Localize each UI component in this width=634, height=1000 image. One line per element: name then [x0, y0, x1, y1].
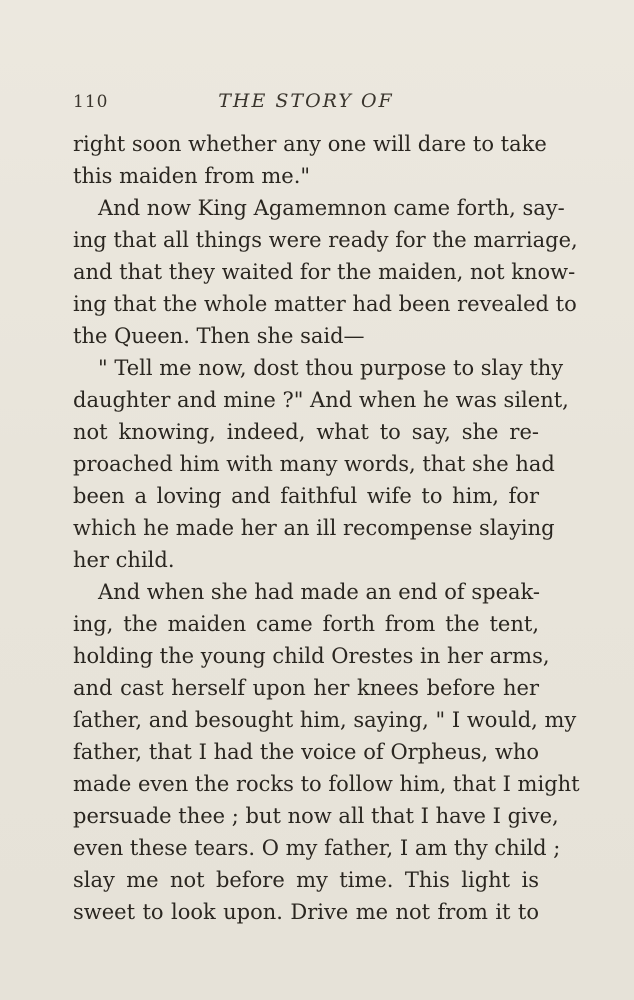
text-line: even these tears. O my father, I am thy child ; [73, 836, 561, 860]
text-line: ing that the whole matter had been revealed to [73, 292, 577, 316]
text-line: And when she had made an end of speak- [98, 580, 540, 604]
text-line: slay me not before my time. This light is [73, 868, 539, 892]
text-line: the Queen. Then she said— [73, 324, 365, 348]
text-line: father, that I had the voice of Orpheus, who [73, 740, 539, 764]
text-line: proached him with many words, that she had [73, 452, 555, 476]
text-line: this maiden from me." [73, 164, 311, 188]
body-text [73, 128, 580, 928]
text-line: right soon whether any one will dare to take [73, 132, 547, 156]
text-line: holding the young child Orestes in her arms, [73, 644, 550, 668]
text-line: daughter and mine ?" And when he was silent, [73, 388, 569, 412]
text-line: been a loving and faithful wife to him, for [73, 484, 539, 508]
page-number: 110 [73, 92, 109, 112]
text-line: persuade thee ; but now all that I have I give, [73, 804, 559, 828]
text-line: made even the rocks to follow him, that I might [73, 772, 580, 796]
text-line: sweet to look upon. Drive me not from it to [73, 900, 539, 924]
page-header [73, 86, 539, 116]
text-line: and cast herself upon her knees before her [73, 676, 539, 700]
text-line: her child. [73, 548, 175, 572]
running-title: THE STORY OF [218, 90, 394, 112]
text-line: ſather, and besought him, saying, " I would, my [73, 708, 577, 732]
text-line: and that they waited for the maiden, not know- [73, 260, 576, 284]
text-line: ing, the maiden came forth from the tent, [73, 612, 539, 636]
text-line: " Tell me now, dost thou purpose to slay thy [98, 356, 564, 380]
text-line: ing that all things were ready for the marriage, [73, 228, 578, 252]
text-line: And now King Agamemnon came forth, say- [98, 196, 565, 220]
text-line: not knowing, indeed, what to say, she re- [73, 420, 539, 444]
text-line: which he made her an ill recompense slaying [73, 516, 555, 540]
